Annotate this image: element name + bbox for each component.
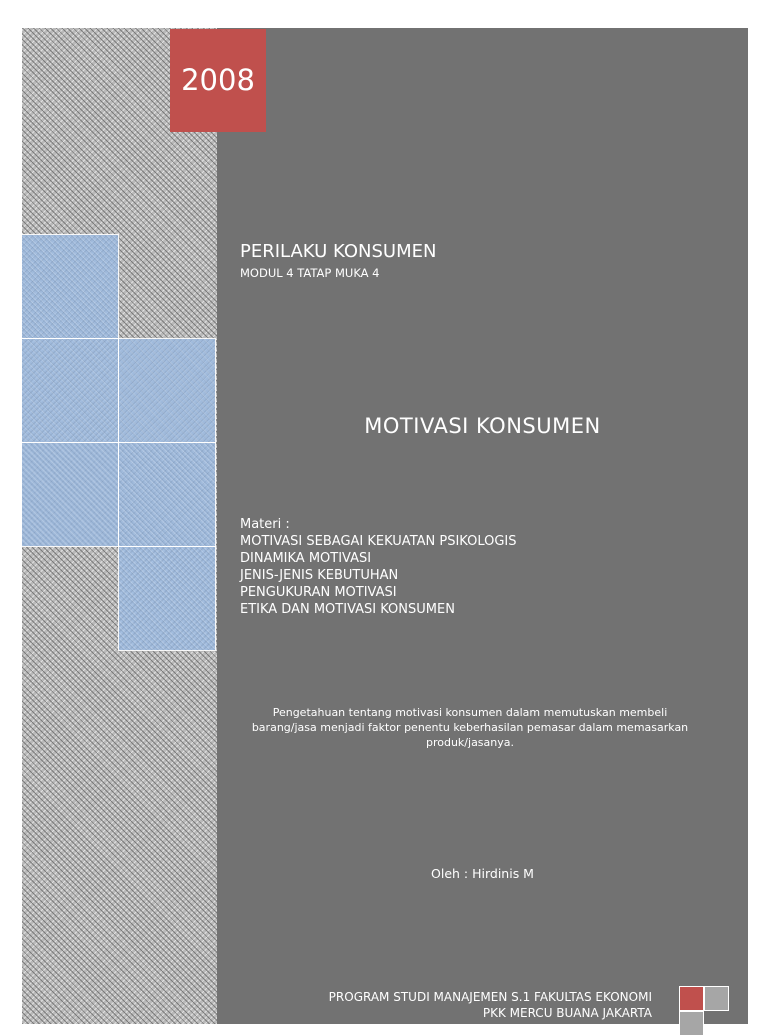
materi-list [240,533,517,618]
decorative-blue-tile [22,443,118,546]
decorative-blue-tile [119,547,215,650]
footer-campus: PKK MERCU BUANA JAKARTA [482,1006,652,1020]
decorative-blue-tile [22,339,118,442]
materi-item: JENIS-JENIS KEBUTUHAN [240,568,399,583]
decorative-blue-tile [119,443,215,546]
decorative-red-square [680,987,703,1010]
footer-program: PROGRAM STUDI MANAJEMEN S.1 FAKULTAS EKONOMI [328,990,652,1004]
materi-item: ETIKA DAN MOTIVASI KONSUMEN [240,602,455,617]
main-title: MOTIVASI KONSUMEN [364,414,601,438]
footer-institution [250,989,652,1021]
author-line: Oleh : Hirdinis M [431,866,534,881]
materi-item: MOTIVASI SEBAGAI KEKUATAN PSIKOLOGIS [240,534,517,549]
materi-item: DINAMIKA MOTIVASI [240,551,372,566]
summary-paragraph: Pengetahuan tentang motivasi konsumen dalam memutuskan membeli barang/jasa menjadi faktor penentu keberhasilan pemasar dalam memasarkan produk/jasanya. [251,706,689,749]
materi-item: PENGUKURAN MOTIVASI [240,585,397,600]
materi-label: Materi : [240,517,290,532]
materi-section [240,516,517,618]
decorative-blue-tile [22,235,118,338]
module-subtitle: MODUL 4 TATAP MUKA 4 [240,266,380,280]
year-text: 2008 [181,63,255,97]
course-title: PERILAKU KONSUMEN [240,241,437,262]
year-badge [170,29,266,132]
decorative-gray-square [705,987,728,1010]
decorative-blue-tile [119,339,215,442]
